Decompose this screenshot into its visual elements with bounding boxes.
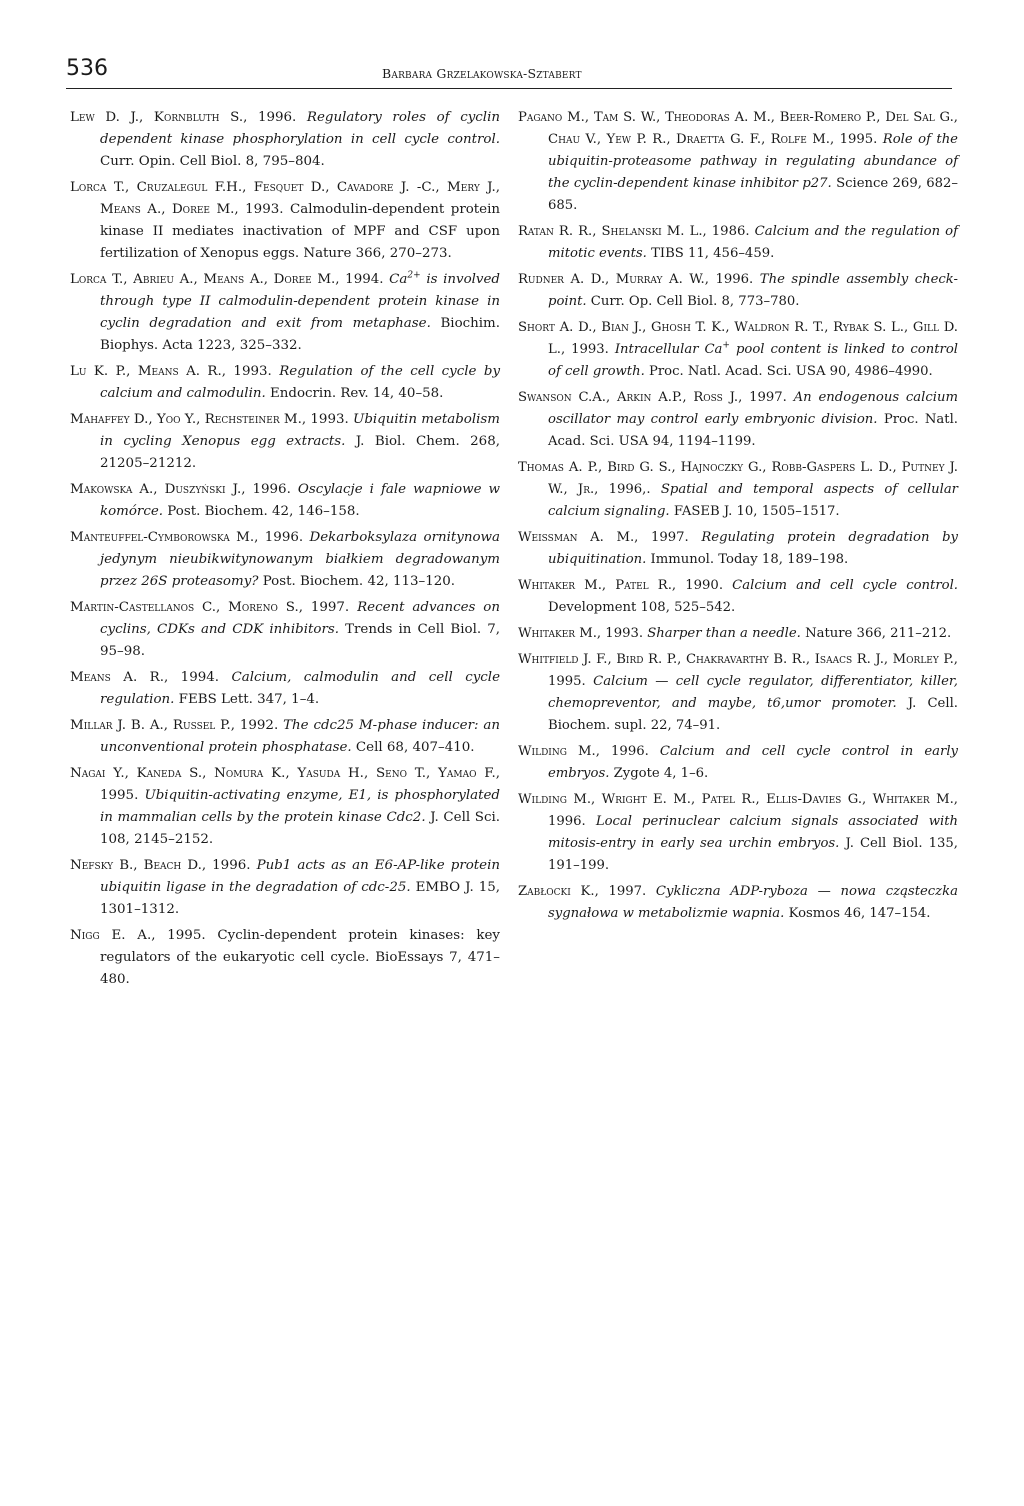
reference-title: Ubiquitin metabolism in cycling Xenopus egg extracts.	[100, 412, 500, 449]
reference-title: Calcium and the regulation of mitotic events.	[548, 224, 958, 261]
reference-authors: Lu K. P., Means A. R., 1993.	[70, 364, 272, 379]
reference-entry	[518, 457, 958, 523]
reference-title: Regulation of the cell cycle by calcium and calmodulin.	[100, 364, 501, 401]
references-right-column	[518, 107, 958, 929]
reference-authors: Pagano M., Tam S. W., Theodoras A. M., Beer-Romero P., Del Sal G., Chau V., Yew P. R., Draetta G. F., Rolfe M., 1995.	[518, 110, 958, 147]
reference-entry	[70, 715, 500, 759]
reference-authors: Martin-Castellanos C., Moreno S., 1997.	[70, 600, 350, 615]
reference-entry	[518, 789, 958, 877]
reference-entry	[518, 107, 958, 217]
reference-title-superscript: 2+	[407, 270, 421, 281]
reference-authors: Wilding M., Wright E. M., Patel R., Ellis-Davies G., Whitaker M., 1996.	[518, 792, 958, 829]
reference-title-superscript: +	[722, 340, 730, 351]
reference-title: Calcium — cell cycle regulator, differentiator, killer, chemopreventor, and maybe, t6,umor promoter.	[548, 674, 958, 711]
reference-authors: Weissman A. M., 1997.	[518, 530, 689, 545]
reference-entry	[70, 479, 500, 523]
reference-title: The cdc25 M-phase inducer: an unconventional protein phosphatase.	[100, 718, 500, 755]
reference-title: Pub1 acts as an E6-AP-like protein ubiquitin ligase in the degradation of cdc-25.	[100, 858, 500, 895]
reference-entry	[518, 649, 958, 737]
reference-authors: Rudner A. D., Murray A. W., 1996.	[518, 272, 754, 287]
reference-source: Proc. Natl. Acad. Sci. USA 94, 1194–1199.	[548, 412, 958, 449]
reference-title: Calcium and cell cycle control in early embryos.	[548, 744, 958, 781]
reference-authors: Lorca T., Abrieu A., Means A., Doree M., 1994.	[70, 272, 384, 287]
reference-title: Role of the ubiquitin-proteasome pathway in regulating abundance of the cyclin-dependent kinase inhibitor p27.	[548, 132, 958, 191]
reference-title: pool content is linked to control of cell growth.	[548, 342, 958, 379]
reference-source: Science 269, 682–685.	[548, 176, 958, 213]
reference-title: Calcium, calmodulin and cell cycle regulation.	[100, 670, 500, 707]
reference-authors: Manteuffel-Cymborowska M., 1996.	[70, 530, 304, 545]
reference-title: Sharper than a needle.	[647, 626, 801, 641]
reference-title: Oscylacje i fale wapniowe w komórce.	[100, 482, 500, 519]
reference-authors: Millar J. B. A., Russel P., 1992.	[70, 718, 279, 733]
reference-entry	[70, 667, 500, 711]
reference-title: Dekarboksylaza ornitynowa jedynym nieubikwitynowanym białkiem degradowanym przez 26S proteasomy?	[100, 530, 500, 589]
reference-authors: Zabłocki K., 1997.	[518, 884, 647, 899]
reference-entry	[518, 623, 958, 645]
reference-title: Local perinuclear calcium signals associated with mitosis-entry in early sea urchin embryos.	[548, 814, 958, 851]
reference-source: Post. Biochem. 42, 113–120.	[262, 574, 456, 589]
reference-entry	[70, 107, 500, 173]
reference-authors: Ratan R. R., Shelanski M. L., 1986.	[518, 224, 750, 239]
running-head	[66, 54, 952, 89]
reference-entry	[70, 177, 500, 265]
reference-source: Zygote 4, 1–6.	[613, 766, 709, 781]
running-author: Barbara Grzelakowska-Sztabert	[382, 66, 582, 81]
reference-source: FASEB J. 10, 1505–1517.	[673, 504, 840, 519]
reference-authors: Short A. D., Bian J., Ghosh T. K., Waldron R. T., Rybak S. L., Gill D. L., 1993.	[518, 320, 958, 357]
reference-authors: Makowska A., Duszyński J., 1996.	[70, 482, 291, 497]
reference-entry	[70, 855, 500, 921]
reference-source: Nature 366, 211–212.	[805, 626, 952, 641]
reference-source: TIBS 11, 456–459.	[651, 246, 775, 261]
reference-title: Regulating protein degradation by ubiquitination.	[548, 530, 958, 567]
reference-entry	[518, 527, 958, 571]
reference-authors: Nagai Y., Kaneda S., Nomura K., Yasuda H., Seno T., Yamao F., 1995.	[70, 766, 500, 803]
reference-source: Kosmos 46, 147–154.	[788, 906, 931, 921]
reference-source: J. Cell Biol. 135, 191–199.	[548, 836, 959, 873]
reference-entry	[518, 221, 958, 265]
reference-title: is involved through type II calmodulin-dependent protein kinase in cyclin degradation and exit from metaphase.	[100, 272, 500, 331]
reference-entry	[70, 269, 500, 357]
reference-source: Proc. Natl. Acad. Sci. USA 90, 4986–4990.	[649, 364, 933, 379]
reference-entry	[70, 925, 500, 991]
reference-entry	[518, 881, 958, 925]
reference-source: Endocrin. Rev. 14, 40–58.	[270, 386, 444, 401]
reference-source: Post. Biochem. 42, 146–158.	[167, 504, 360, 519]
reference-source: Curr. Opin. Cell Biol. 8, 795–804.	[100, 154, 325, 169]
reference-entry	[70, 597, 500, 663]
reference-source: Cyclin-dependent protein kinases: key regulators of the eukaryotic cell cycle. BioEssays 7, 471–480.	[100, 928, 500, 987]
reference-entry	[70, 361, 500, 405]
reference-authors: Whitfield J. F., Bird R. P., Chakravarthy B. R., Isaacs R. J., Morley P., 1995.	[518, 652, 958, 689]
reference-authors: Nefsky B., Beach D., 1996.	[70, 858, 251, 873]
reference-title: Calcium and cell cycle control.	[732, 578, 958, 593]
reference-title-prefix: Intracellular Ca	[614, 342, 723, 357]
reference-entry	[518, 269, 958, 313]
reference-source: Cell 68, 407–410.	[355, 740, 475, 755]
reference-entry	[518, 741, 958, 785]
reference-entry	[70, 527, 500, 593]
reference-entry	[518, 575, 958, 619]
reference-source: Trends in Cell Biol. 7, 95–98.	[100, 622, 500, 659]
reference-title: The spindle assembly check-point.	[548, 272, 958, 309]
reference-authors: Swanson C.A., Arkin A.P., Ross J., 1997.	[518, 390, 787, 405]
reference-title: Recent advances on cyclins, CDKs and CDK inhibitors.	[100, 600, 500, 637]
reference-title-prefix: Ca	[389, 272, 408, 287]
reference-source: FEBS Lett. 347, 1–4.	[178, 692, 320, 707]
reference-authors: Lorca T., Cruzalegul F.H., Fesquet D., Cavadore J. -C., Mery J., Means A., Doree M., 1993.	[70, 180, 500, 217]
reference-authors: Thomas A. P., Bird G. S., Hajnoczky G., Robb-Gaspers L. D., Putney J. W., Jr., 1996,.	[518, 460, 958, 497]
reference-source: J. Biol. Chem. 268, 21205–21212.	[100, 434, 500, 471]
reference-title: Regulatory roles of cyclin dependent kinase phosphorylation in cell cycle control.	[100, 110, 500, 147]
page-number: 536	[66, 56, 108, 81]
reference-title: Spatial and temporal aspects of cellular calcium signaling.	[548, 482, 958, 519]
reference-source: Immunol. Today 18, 189–198.	[650, 552, 849, 567]
reference-source: J. Cell Sci. 108, 2145–2152.	[100, 810, 500, 847]
reference-source: Curr. Op. Cell Biol. 8, 773–780.	[590, 294, 800, 309]
reference-title: Ubiquitin-activating enzyme, E1, is phosphorylated in mammalian cells by the protein kinase Cdc2.	[100, 788, 500, 825]
reference-entry	[70, 763, 500, 851]
reference-authors: Mahaffey D., Yoo Y., Rechsteiner M., 1993.	[70, 412, 349, 427]
reference-source: EMBO J. 15, 1301–1312.	[100, 880, 500, 917]
reference-title: An endogenous calcium oscillator may control early embryonic division.	[548, 390, 958, 427]
reference-source: Calmodulin-dependent protein kinase II mediates inactivation of MPF and CSF upon fertilization of Xenopus eggs. Nature 366, 270–273.	[100, 202, 500, 261]
reference-authors: Nigg E. A., 1995.	[70, 928, 206, 943]
reference-authors: Lew D. J., Kornbluth S., 1996.	[70, 110, 297, 125]
reference-entry	[518, 317, 958, 383]
reference-source: J. Cell. Biochem. supl. 22, 74–91.	[548, 696, 958, 733]
reference-entry	[518, 387, 958, 453]
reference-source: Biochim. Biophys. Acta 1223, 325–332.	[100, 316, 500, 353]
reference-entry	[70, 409, 500, 475]
reference-authors: Means A. R., 1994.	[70, 670, 220, 685]
reference-source: Development 108, 525–542.	[548, 600, 736, 615]
reference-authors: Whitaker M., 1993.	[518, 626, 644, 641]
reference-authors: Whitaker M., Patel R., 1990.	[518, 578, 724, 593]
reference-title: Cykliczna ADP-ryboza — nowa cząsteczka sygnałowa w metabolizmie wapnia.	[548, 884, 958, 921]
reference-authors: Wilding M., 1996.	[518, 744, 649, 759]
references-left-column	[70, 107, 500, 995]
